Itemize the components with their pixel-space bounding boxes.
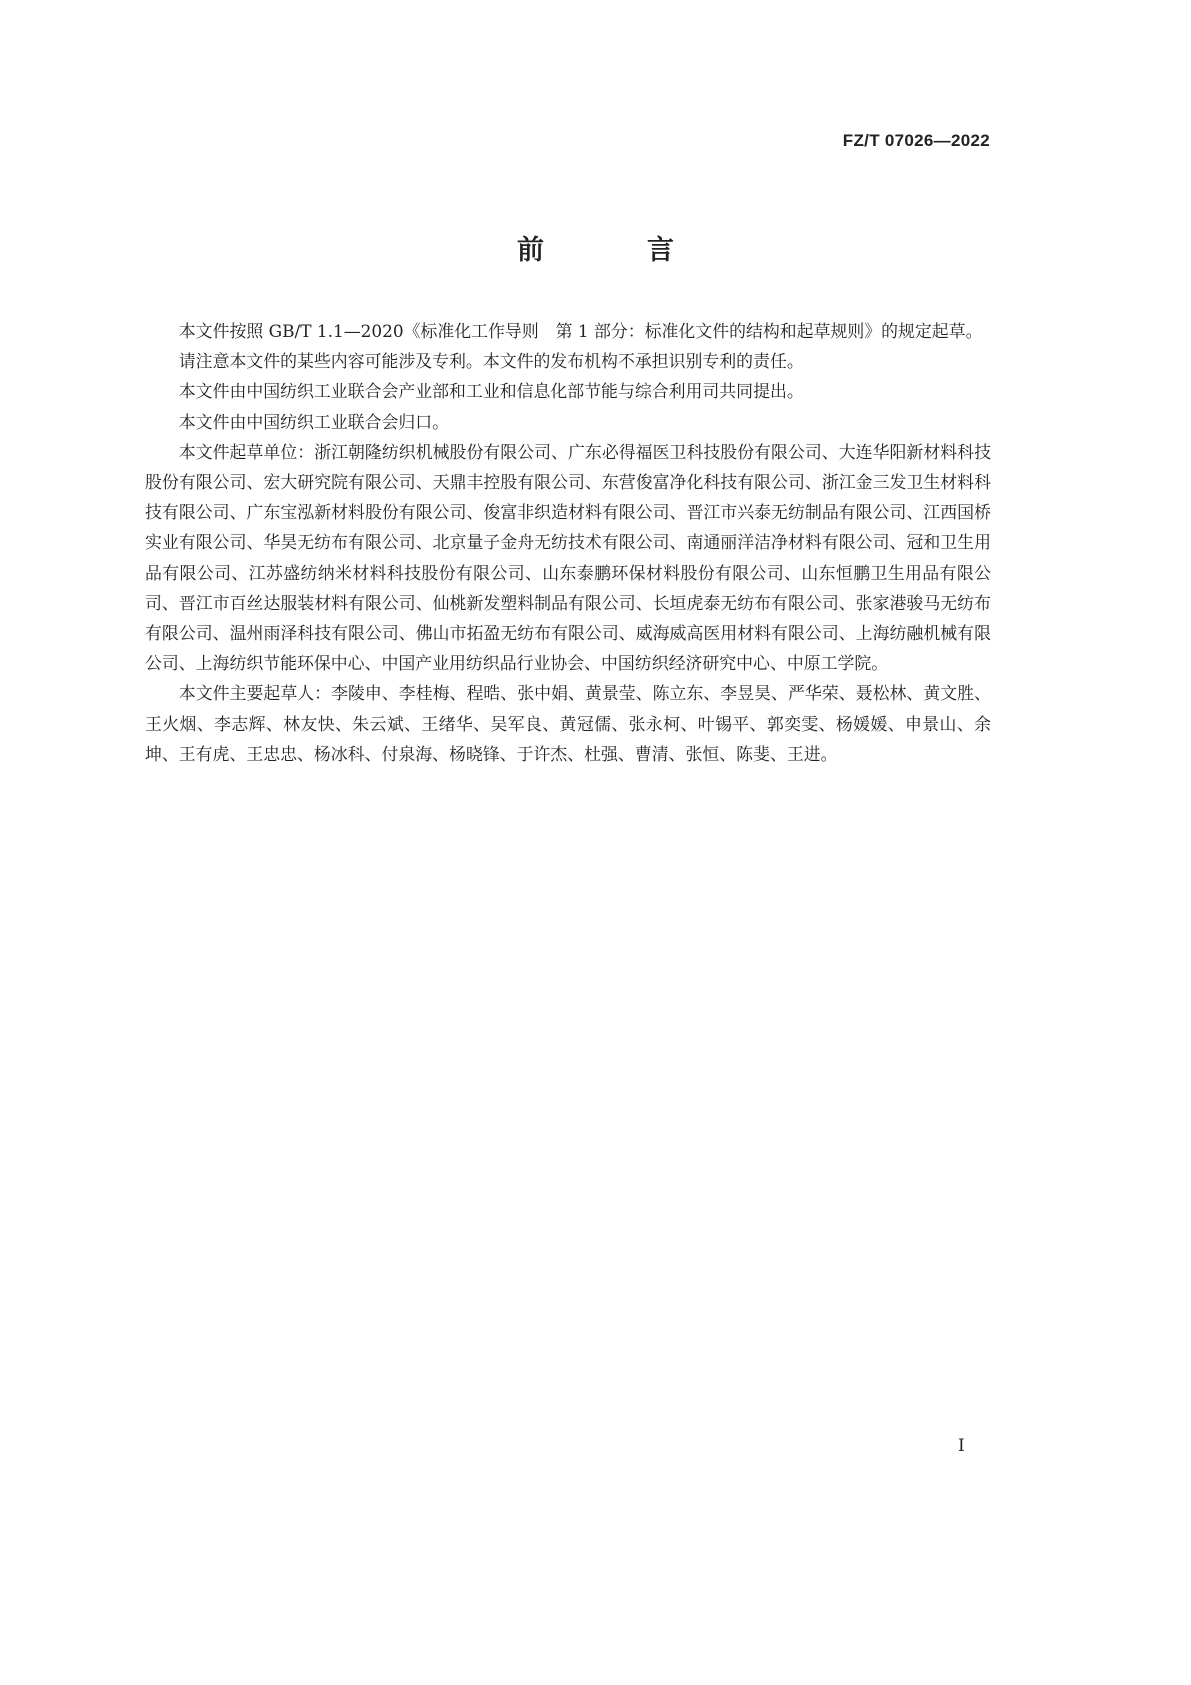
paragraph-proposer: 本文件由中国纺织工业联合会产业部和工业和信息化部节能与综合利用司共同提出。 (178, 381, 804, 402)
foreword-body (145, 316, 991, 769)
page-title: 前 言 (517, 235, 712, 266)
paragraph-centralized-unit: 本文件由中国纺织工业联合会归口。 (178, 411, 450, 432)
standard-code: FZ/T 07026—2022 (842, 131, 990, 150)
paragraph-patent-notice: 请注意本文件的某些内容可能涉及专利。本文件的发布机构不承担识别专利的责任。 (178, 351, 804, 372)
paragraph-drafters: 本文件主要起草人：李陵申、李桂梅、程晧、张中娟、黄景莹、陈立东、李昱昊、严华荣、聂松林、黄文胜、王火烟、李志辉、林友快、朱云斌、王绪华、吴军良、黄冠儒、张永柯、叶锡平、郭奕雯、杨媛媛、申景山、余坤、王有虎、王忠忠、杨冰科、付泉海、杨晓锋、于许杰、杜强、曹清、张恒、陈斐、王进。 (145, 683, 991, 764)
paragraph-drafting-units: 本文件起草单位：浙江朝隆纺织机械股份有限公司、广东必得福医卫科技股份有限公司、大连华阳新材料科技股份有限公司、宏大研究院有限公司、天鼎丰控股有限公司、东营俊富净化科技有限公司、浙江金三发卫生材料科技有限公司、广东宝泓新材料股份有限公司、俊富非织造材料有限公司、晋江市兴泰无纺制品有限公司、江西国桥实业有限公司、华昊无纺布有限公司、北京量子金舟无纺技术有限公司、南通丽洋洁净材料有限公司、冠和卫生用品有限公司、江苏盛纺纳米材料科技股份有限公司、山东泰鹏环保材料股份有限公司、山东恒鹏卫生用品有限公司、晋江市百丝达服装材料有限公司、仙桃新发塑料制品有限公司、长垣虎泰无纺布有限公司、张家港骏马无纺布有限公司、温州雨泽科技有限公司、佛山市拓盈无纺布有限公司、威海威高医用材料有限公司、上海纺融机械有限公司、上海纺织节能环保中心、中国产业用纺织品行业协会、中国纺织经济研究中心、中原工学院。 (145, 441, 991, 674)
page-number: I (958, 1436, 965, 1456)
paragraph-drafting-rules: 本文件按照 GB/T 1.1—2020《标准化工作导则 第 1 部分：标准化文件的结构和起草规则》的规定起草。 (178, 321, 983, 341)
